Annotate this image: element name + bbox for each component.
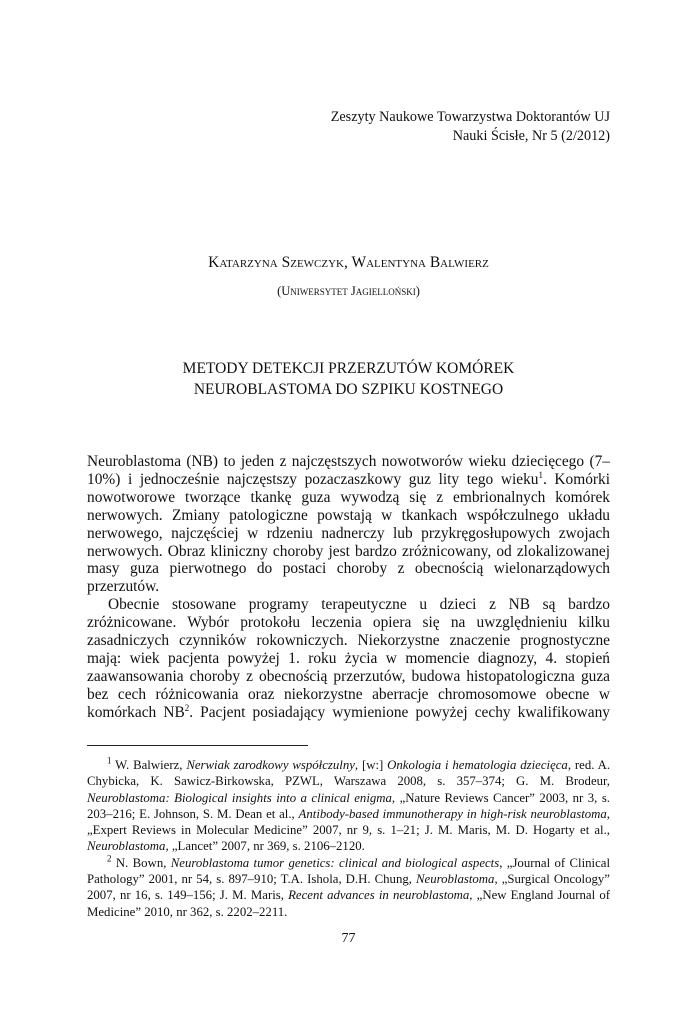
title-line-1: METODY DETEKCJI PRZERZUTÓW KOMÓREK bbox=[182, 360, 515, 377]
journal-name: Zeszyty Naukowe Towarzystwa Doktorantów UJ bbox=[330, 109, 610, 125]
footnotes bbox=[87, 757, 610, 920]
authors: Katarzyna Szewczyk, Walentyna Balwierz bbox=[208, 254, 489, 271]
footnote-2: $^2$ N. Bown, Neuroblastoma tumor genetics: clinical and biological aspects, „Journal of Clinical Pathology” 2001, nr 54, s. 897–910; T.A. Ishola, D.H. Chung, Neuroblastoma, „Surgical Oncology” 2007, nr 16, s. 149–156; J. M. Maris, Recent advances in neuroblastoma, „New England Journal of Medicine” 2010, nr 362, s. 2202–2211. bbox=[87, 853, 610, 919]
journal-header bbox=[331, 108, 610, 146]
journal-issue: Nauki Ścisłe, Nr 5 (2/2012) bbox=[452, 128, 610, 144]
footnote-1: $^1$ W. Balwierz, Nerwiak zarodkowy współczulny, [w:] Onkologia i hematologia dziecięca, red. A. Chybicka, K. Sawicz-Birkowska, PZWL, Warszawa 2008, s. 357–374; G. M. Brodeur, Neuroblastoma: Biological insights into a clinical enigma, „Nature Reviews Cancer” 2003, nr 3, s. 203–216; E. Johnson, S. M. Dean et al., Antibody-based immunotherapy in high-risk neuroblastoma, „Expert Reviews in Molecular Medicine” 2007, nr 9, s. 1–21; J. M. Maris, M. D. Hogarty et al., Neuroblastoma, „Lancet” 2007, nr 369, s. 2106–2120. bbox=[87, 755, 611, 854]
article-title bbox=[0, 358, 697, 400]
affiliation: (Uniwersytet Jagielloński) bbox=[277, 284, 420, 298]
footnote-ref-1: 1 bbox=[538, 469, 543, 480]
paragraph-2: Obecnie stosowane programy terapeutyczne u dzieci z NB są bardzo zróżnicowane. Wybór protokołu leczenia opiera się na uwzględnieniu kilku zasadniczych czynników rokowniczych. Niekorzystne znaczenie prognostyczne mają: wiek pacjenta powyżej 1. roku życia w momencie diagnozy, 4. stopień zaawansowania choroby z obecnością przerzutów, budowa histopatologiczna guza bez cech różnicowania oraz niekorzystne aberracje chromosomowe obecne w komórkach $NB^2$. Pacjent posiadający wymienione powyżej cechy kwalifikowany bbox=[87, 596, 610, 721]
footnote-ref-2: 2 bbox=[184, 702, 190, 713]
footnote-separator bbox=[87, 745, 308, 746]
title-line-2: NEUROBLASTOMA DO SZPIKU KOSTNEGO bbox=[193, 381, 504, 398]
paragraph-1: Neuroblastoma (NB) to jeden z najczęstszych nowotworów wieku dziecięcego (7–10%) i jednocześnie najczęstszy pozaczaszkowy guz lity tego wieku$^1$. Komórki nowotworowe tworzące tkankę guza wywodzą się z embrionalnych komórek nerwowych. Zmiany patologiczne powstają w tkankach współczulnego układu nerwowego, najczęściej w rdzeniu nadnerczy lub przykręgosłupowych zwojach nerwowych. Obraz kliniczny choroby jest bardzo zróżnicowany, od zlokalizowanej masy guza pierwotnego do postaci choroby z obecnością wielonarządowych przerzutów. bbox=[87, 453, 610, 596]
page-number: 77 bbox=[341, 931, 356, 946]
article-body bbox=[87, 453, 610, 722]
